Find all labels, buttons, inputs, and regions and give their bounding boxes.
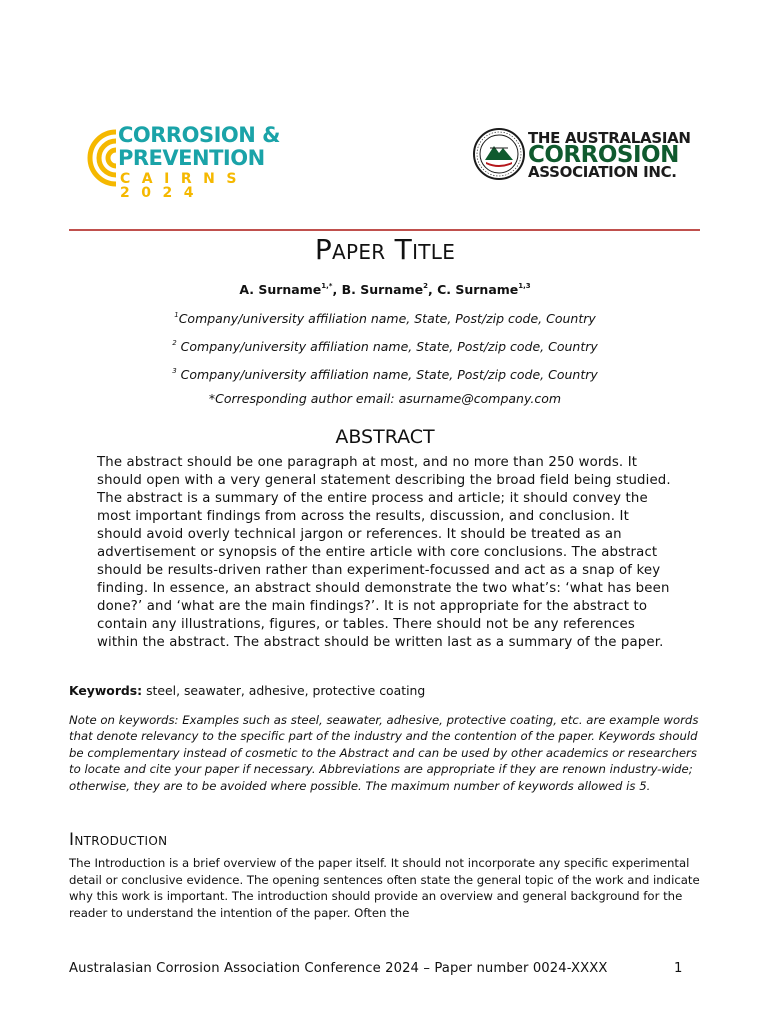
affiliation-text: Company/university affiliation name, State, Post/zip code, Country bbox=[176, 367, 598, 382]
page-number: 1 bbox=[674, 961, 683, 976]
affiliation bbox=[0, 363, 770, 383]
signal-arcs-icon bbox=[76, 124, 120, 190]
paper-title: Paper Title bbox=[314, 233, 456, 266]
aca-seal-icon bbox=[472, 126, 526, 182]
affiliation bbox=[0, 335, 770, 355]
author-name: A. Surname bbox=[239, 282, 322, 297]
corresponding-author: *Corresponding author email: asurname@company.com bbox=[208, 391, 562, 406]
corrosion-prevention-logo bbox=[76, 122, 306, 201]
introduction-text: The Introduction is a brief overview of the paper itself. It should not incorporate any specific experimental detail or conclusive evidence. The opening sentences often state the general topic of the work and indicate why this work is important. The introduction should provide an overview and general background for the reader to understand the intention of the paper. Often the bbox=[69, 856, 700, 920]
abstract-text: The abstract should be one paragraph at most, and no more than 250 words. It should open with a very general statement describing the broad field being studied. The abstract is a summary of the entire process and article; it should convey the most important findings from across the results, discussion, and conclusion. It should avoid overly technical jargon or references. It should be treated as an advertisement or synopsis of the entire article with core conclusions. The abstract should be results-driven rather than experiment-focussed and act as a snap of key finding. In essence, an abstract should demonstrate the two what’s: ‘what has been done?’ and ‘what are the main findings?’. It is not appropriate for the abstract to contain any illustrations, figures, or tables. There should not be any references within the abstract. The abstract should be written last as a summary of the paper. bbox=[97, 455, 671, 650]
author-sup: 1,3 bbox=[518, 282, 531, 290]
aca-text-line3: ASSOCIATION INC. bbox=[528, 163, 677, 181]
keywords bbox=[69, 683, 709, 699]
affiliation-text: Company/university affiliation name, State, Post/zip code, Country bbox=[176, 339, 598, 354]
page-footer: Australasian Corrosion Association Conference 2024 – Paper number 0024-XXXX bbox=[69, 961, 608, 976]
abstract-heading: ABSTRACT bbox=[335, 426, 435, 448]
aca-text-line1: THE AUSTRALASIAN bbox=[528, 129, 691, 147]
author-name: B. Surname bbox=[341, 282, 424, 297]
affiliation-sup: 1 bbox=[174, 311, 179, 319]
affiliation-sup: 3 bbox=[172, 367, 177, 375]
affiliation bbox=[0, 307, 770, 327]
aca-text-line2: CORROSION bbox=[528, 142, 679, 168]
header-rule bbox=[69, 229, 700, 231]
author-list: A. Surname$^{1,*}$, B. Surname$^2$, C. Surname$^{1,3}$ bbox=[239, 282, 531, 297]
author-sup: 1,* bbox=[321, 282, 333, 290]
author-sup: 2 bbox=[423, 282, 428, 290]
keywords-note: Note on keywords: Examples such as steel, seawater, adhesive, protective coating, etc. are example words that denote relevancy to the specific part of the industry and the contention of the paper. Keywords should be complementary instead of cosmetic to the Abstract and can be used by other academics or researchers to locate and cite your paper if necessary. Abbreviations are appropriate if they are renown industry-wide; otherwise, they are to be avoided where possible. The maximum number of keywords allowed is 5. bbox=[69, 713, 699, 793]
author-name: C. Surname bbox=[437, 282, 519, 297]
affiliation-sup: 2 bbox=[172, 339, 177, 347]
logo-text-cairns: CAIRNS 2024 bbox=[120, 171, 248, 201]
keywords-label: Keywords: bbox=[69, 683, 143, 698]
introduction-heading: Introduction bbox=[69, 830, 168, 850]
logo-text-corrosion: CORROSION & bbox=[118, 123, 280, 147]
aca-logo bbox=[472, 126, 707, 186]
affiliation-text: Company/university affiliation name, State, Post/zip code, Country bbox=[178, 311, 596, 326]
logo-text-prevention: PREVENTION bbox=[118, 146, 265, 170]
keywords-text: steel, seawater, adhesive, protective coating bbox=[142, 683, 426, 698]
